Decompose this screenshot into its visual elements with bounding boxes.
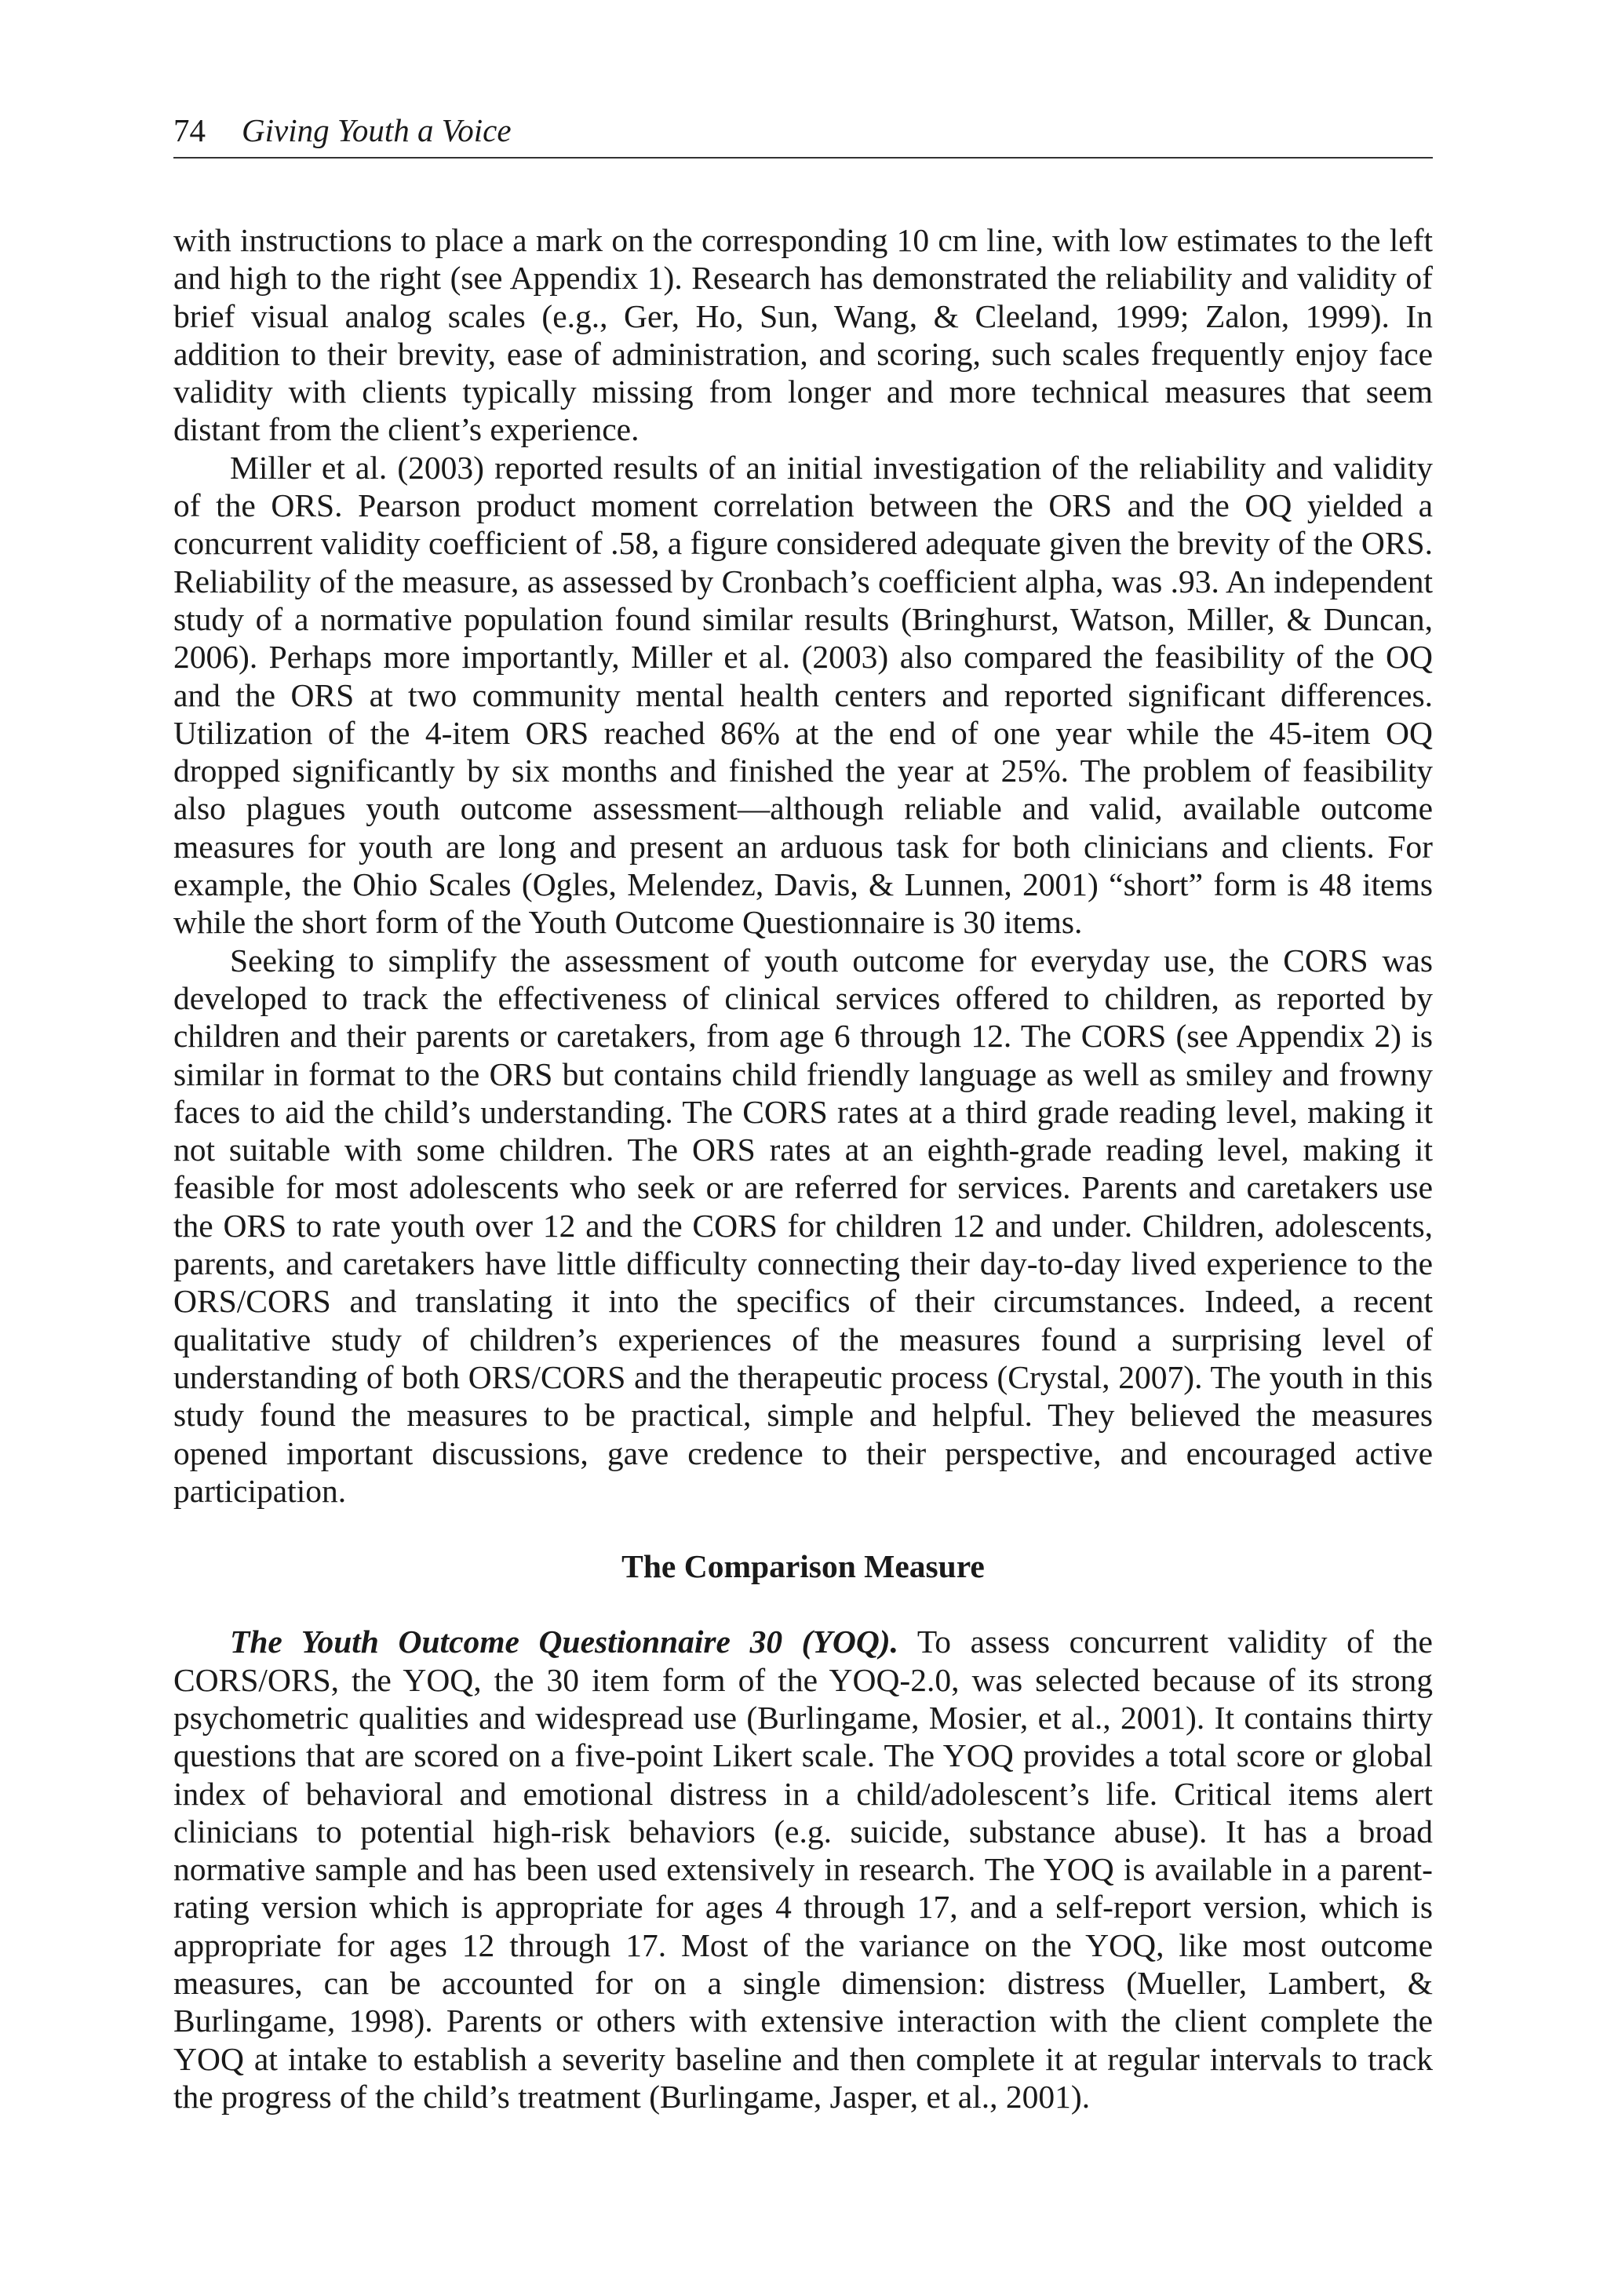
paragraph-cors-development: Seeking to simplify the assessment of youth outcome for everyday use, the CORS was developed to track the effectiveness of clinical services offered to children, as reported by children and their parents or caretakers, from age 6 through 12. The CORS (see Appendix 2) is similar in format to the ORS but contains child friendly language as well as smiley and frowny faces to aid the child’s understanding. The CORS rates at a third grade reading level, making it not suitable with some children. The ORS rates at an eighth-grade reading level, making it feasible for most adolescents who seek or are referred for services. Parents and caretakers use the ORS to rate youth over 12 and the CORS for children 12 and under. Children, adolescents, parents, and caretakers have little difficulty connecting their day-to-day lived experience to the ORS/CORS and translating it into the specifics of their circumstances. Indeed, a recent qualitative study of children’s experiences of the measures found a surprising level of understanding of both ORS/CORS and the therapeutic process (Crystal, 2007). The youth in this study found the measures to be practical, simple and helpful. They believed the measures opened important discussions, gave credence to their perspective, and encouraged active participation.	[173, 942, 1433, 1509]
paragraph-ors-validity: Miller et al. (2003) reported results of an initial investigation of the reliability and validity of the ORS. Pearson product moment correlation between the ORS and the OQ yielded a concurrent validity coefficient of .58, a figure considered adequate given the brevity of the ORS. Reliability of the measure, as assessed by Cronbach’s coefficient alpha, was .93. An independent study of a normative population found similar results (Bringhurst, Watson, Miller, & Duncan, 2006). Perhaps more importantly, Miller et al. (2003) also compared the feasibility of the OQ and the ORS at two community mental health centers and reported significant differences. Utilization of the 4-item ORS reached 86% at the end of one year while the 45-item OQ dropped significantly by six months and finished the year at 25%. The problem of feasibility also plagues youth outcome assessment—although reliable and valid, available outcome measures for youth are long and present an arduous task for both clinicians and clients. For example, the Ohio Scales (Ogles, Melendez, Davis, & Lunnen, 2001) “short” form is 48 items while the short form of the Youth Outcome Questionnaire is 30 items.	[173, 449, 1433, 941]
section-heading: The Comparison Measure	[621, 1548, 985, 1585]
paragraph-yoq	[173, 1623, 1433, 2116]
paragraph-yoq-text: To assess concurrent validity of the CORS/ORS, the YOQ, the 30 item form of the YOQ-2.0, was selected because of its strong psychometric qualities and widespread use (Burlingame, Mosier, et al., 2001). It contains thirty questions that are scored on a five-point Likert scale. The YOQ provides a total score or global index of behavioral and emotional distress in a child/adolescent’s life. Critical items alert clinicians to potential high-risk behaviors (e.g. suicide, substance abuse). It has a broad normative sample and has been used extensively in research. The YOQ is available in a parent-rating version which is appropriate for ages 4 through 17, and a self-report version, which is appropriate for ages 12 through 17. Most of the variance on the YOQ, like most outcome measures, can be accounted for on a single dimension: distress (Mueller, Lambert, & Burlingame, 1998). Parents or others with extensive interaction with the client complete the YOQ at intake to establish a severity baseline and then complete it at regular intervals to track the progress of the child’s treatment (Burlingame, Jasper, et al., 2001).	[173, 1624, 1433, 2115]
running-title: Giving Youth a Voice	[242, 112, 512, 148]
body-text	[173, 221, 1433, 2116]
run-in-heading: The Youth Outcome Questionnaire 30 (YOQ).	[230, 1624, 898, 1660]
page-number: 74	[173, 112, 206, 148]
paragraph-continued: with instructions to place a mark on the corresponding 10 cm line, with low estimates to the left and high to the right (see Appendix 1). Research has demonstrated the reliability and validity of brief visual analog scales (e.g., Ger, Ho, Sun, Wang, & Cleeland, 1999; Zalon, 1999). In addition to their brevity, ease of administration, and scoring, such scales frequently enjoy face validity with clients typically missing from longer and more technical measures that seem distant from the client’s experience.	[173, 222, 1433, 448]
running-header	[173, 108, 1433, 159]
